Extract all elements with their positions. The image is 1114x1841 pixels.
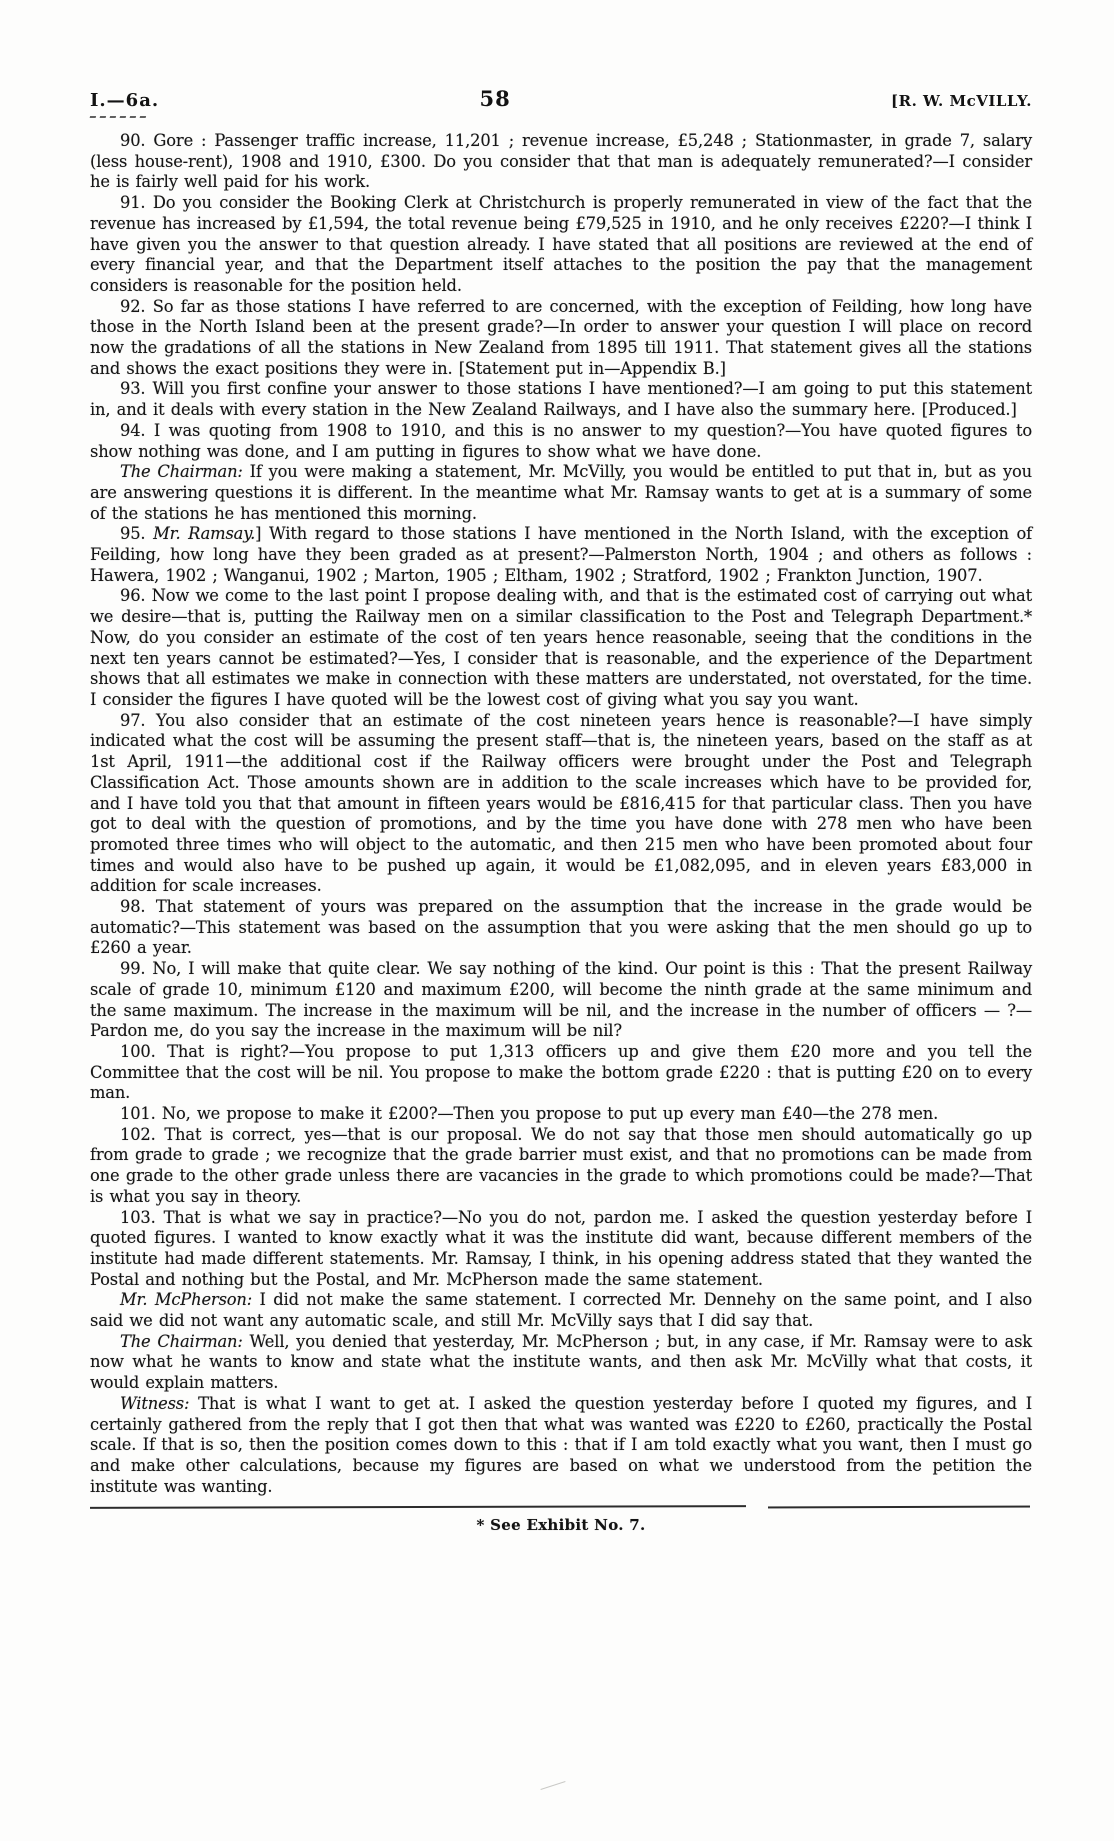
paragraph-text: 101. No, we propose to make it £200?—Then you propose to put up every man £40—the 278 men. <box>120 1104 939 1124</box>
paragraph <box>90 421 1032 462</box>
paragraph-text: That is what I want to get at. I asked the question yesterday before I quoted my figures, and I certainly gathered from the reply that I got then that what was wanted was £220 to £260, practically the Postal scale. If that is so, then the position comes down to this : that if I am told exactly what you want, then I must go and make other calculations, because my figures are based on what we understood from the petition the institute was wanting. <box>90 1393 1032 1496</box>
paragraph-text: Well, you denied that yesterday, Mr. McPherson ; but, in any case, if Mr. Ramsay were to ask now what he wants to know and state what the institute wants, and then ask Mr. McVilly what that costs, it would explain matters. <box>90 1331 1033 1393</box>
paragraph <box>90 1125 1032 1208</box>
paragraph <box>90 524 1032 586</box>
paragraph-text: 100. That is right?—You propose to put 1,313 officers up and give them £20 more and you tell the Committee that the cost will be nil. You propose to make the bottom grade £220 : that is putting £20 on to every man. <box>90 1041 1032 1103</box>
paragraph-text: ] With regard to those stations I have mentioned in the North Island, with the exception of Feilding, how long have they been graded as at present?—Palmerston North, 1904 ; and others as follows : Hawera, 1902 ; Wanganui, 1902 ; Marton, 1905 ; Eltham, 1902 ; Stratford, 1902 ; Frankton Junction, 1907. <box>90 524 1032 585</box>
witness-name-header: [R. W. McVILLY. <box>891 92 1032 110</box>
paragraph-text: 96. Now we come to the last point I propose dealing with, and that is the estimated cost of carrying out what we desire—that is, putting the Railway men on a similar classification to the Post and Telegraph Department.* Now, do you consider an estimate of the cost of ten years hence reasonable, seeing that the conditions in the next ten years cannot be estimated?—Yes, I consider that is reasonable, and the experience of the Department shows that all estimates we make in connection with these matters are understated, not overstated, for the time. I consider the figures I have quoted will be the lowest cost of giving what you say you want. <box>90 586 1032 709</box>
speaker-label: Mr. Ramsay. <box>153 524 256 544</box>
paragraph-text: 91. Do you consider the Booking Clerk at Christchurch is properly remunerated in view of the fact that the revenue has increased by £1,594, the total revenue being £79,525 in 1910, and he only receives £220?—I think I have given you the answer to that question already. I have stated that all positions are reviewed at the end of every financial year, and that the Department itself attaches to the position the pay that the management considers is reasonable for the position held. <box>90 193 1032 295</box>
paper-reference <box>90 90 159 111</box>
footnote-rule-right <box>768 1506 1030 1509</box>
paragraph-text: 102. That is correct, yes—that is our proposal. We do not say that those men should automatically go up from grade to grade ; we recognize that the grade barrier must exist, and that no promotions can be made from one grade to the other grade unless there are vacancies in the grade to which promotions could be made?—That is what you say in theory. <box>90 1124 1032 1206</box>
paragraph <box>90 1104 1032 1125</box>
paragraph <box>90 1394 1032 1498</box>
paragraph <box>90 462 1032 524</box>
paragraph-text: 97. You also consider that an estimate of the cost nineteen years hence is reasonable?—I have simply indicated what the cost will be assuming the present staff—that is, the nineteen years, based on the staff as at 1st April, 1911—the additional cost if the Railway officers were brought under the Post and Telegraph Classification Act. Those amounts shown are in addition to the scale increases which have to be provided for, and I have told you that that amount in fifteen years would be £816,415 for that particular class. Then you have got to deal with the question of promotions, and by the time you have done with 278 men who have been promoted three times who will object to the automatic, and then 215 men who have been promoted about four times and would also have to be pushed up again, it would be £1,082,095, and in eleven years £83,000 in addition for scale increases. <box>90 710 1032 896</box>
paragraph-text: If you were making a statement, Mr. McVilly, you would be entitled to put that in, but as you are answering questions it is different. In the meantime what Mr. Ramsay wants to get at is a summary of some of the stations he has mentioned this morning. <box>90 462 1032 523</box>
paragraph <box>90 1332 1032 1394</box>
scan-artifact <box>540 1781 565 1790</box>
paragraph-text: 99. No, I will make that quite clear. We say nothing of the kind. Our point is this : That the present Railway scale of grade 10, minimum £120 and maximum £200, will become the ninth grade at the same minimum and the same maximum. The increase in the maximum will be nil, and the increase in the number of officers — ?—Pardon me, do you say the increase in the maximum will be nil? <box>90 959 1032 1041</box>
speaker-label: The Chairman: <box>120 462 243 482</box>
paragraph <box>90 379 1032 420</box>
footnote: * See Exhibit No. 7. <box>476 1516 646 1535</box>
speaker-label: Mr. McPherson: <box>120 1290 253 1310</box>
paragraph-text: 92. So far as those stations I have referred to are concerned, with the exception of Feilding, how long have those in the North Island been at the present grade?—In order to answer your question I will place on record now the gradations of all the stations in New Zealand from 1895 till 1911. That statement gives all the stations and shows the exact positions they were in. [Statement put in—Appendix B.] <box>90 296 1032 378</box>
body-paragraphs <box>90 131 1032 1497</box>
footnote-rule-left <box>90 1506 746 1510</box>
paragraph-text: 95. <box>120 524 154 544</box>
paragraph <box>90 131 1032 193</box>
paragraph <box>90 1042 1032 1104</box>
page-number: 58 <box>479 86 511 111</box>
paragraph-text: 98. That statement of yours was prepared on the assumption that the increase in the grade would be automatic?—This statement was based on the assumption that you were asking that the men should go up to £260 a year. <box>90 897 1032 958</box>
paragraph <box>90 959 1032 1042</box>
paragraph-text: 90. Gore : Passenger traffic increase, 11,201 ; revenue increase, £5,248 ; Stationmaster, in grade 7, salary (less house-rent), 1908 and 1910, £300. Do you consider that that man is adequately remunerated?—I consider he is fairly well paid for his work. <box>90 131 1032 192</box>
header-underline-mark <box>90 115 147 118</box>
paragraph-text: 93. Will you first confine your answer to those stations I have mentioned?—I am going to put this statement in, and it deals with every station in the New Zealand Railways, and I have also the summary here. [Produced.] <box>90 379 1032 420</box>
paragraph <box>90 711 1032 897</box>
paragraph <box>90 193 1032 297</box>
paragraph <box>90 1208 1032 1291</box>
paragraph <box>90 586 1032 710</box>
paragraph <box>90 297 1032 380</box>
speaker-label: Witness: <box>120 1393 190 1413</box>
paragraph-text: I did not make the same statement. I corrected Mr. Dennehy on the same point, and I also said we did not want any automatic scale, and still Mr. McVilly says that I did say that. <box>90 1290 1032 1331</box>
paper-reference-label: I.—6a. <box>90 90 160 111</box>
footnote-rule <box>90 1506 1032 1508</box>
paragraph <box>90 897 1032 959</box>
paragraph-text: 94. I was quoting from 1908 to 1910, and this is no answer to my question?—You have quoted figures to show nothing was done, and I am putting in figures to show what we have done. <box>90 420 1032 461</box>
speaker-label: The Chairman: <box>120 1331 243 1351</box>
page-header <box>90 86 1032 111</box>
paragraph-text: 103. That is what we say in practice?—No you do not, pardon me. I asked the question yesterday before I quoted figures. I wanted to know exactly what it was the institute did want, because different members of the institute had made different statements. Mr. Ramsay, I think, in his opening address stated that they wanted the Postal and nothing but the Postal, and Mr. McPherson made the same statement. <box>90 1207 1032 1289</box>
paragraph <box>90 1290 1032 1331</box>
page-content <box>90 86 1032 1534</box>
